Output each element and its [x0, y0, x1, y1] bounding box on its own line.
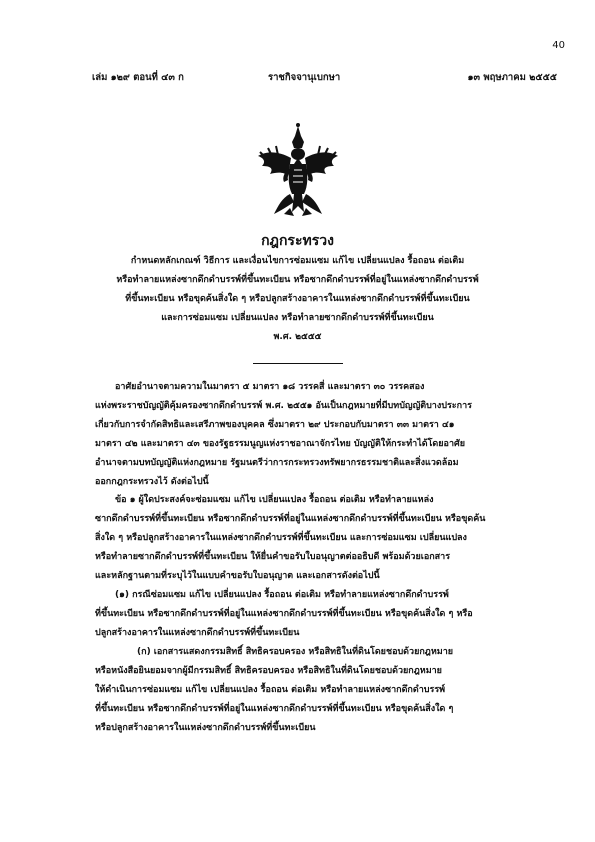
paragraph-line: (ก) เอกสารแสดงกรรมสิทธิ์ สิทธิครอบครอง หรือสิทธิในที่ดินโดยชอบด้วยกฎหมาย: [137, 647, 454, 657]
paragraph-line: ที่ขึ้นทะเบียน หรือซากดึกดำบรรพ์ที่อยู่ในแหล่งซากดึกดำบรรพ์ที่ขึ้นทะเบียน หรือขุดค้นสิ่งใด ๆ หรือ: [95, 609, 473, 619]
page-number: 40: [552, 40, 565, 51]
paragraph-line: ออกกฎกระทรวงไว้ ดังต่อไปนี้: [95, 477, 209, 487]
paragraph-line: และหลักฐานตามที่ระบุไว้ในแบบคำขอรับใบอนุญาต และเอกสารดังต่อไปนี้: [95, 571, 380, 581]
paragraph-line: แห่งพระราชบัญญัติคุ้มครองซากดึกดำบรรพ์ พ.ศ. ๒๕๕๑ อันเป็นกฎหมายที่มีบทบัญญัติบางประการ: [95, 401, 472, 411]
publication-date: ๑๓ พฤษภาคม ๒๕๕๕: [467, 72, 557, 83]
clause-1-paragraph: [95, 491, 560, 586]
paragraph-line: อำนาจตามบทบัญญัติแห่งกฎหมาย รัฐมนตรีว่าการกระทรวงทรัพยากรธรรมชาติและสิ่งแวดล้อม: [95, 458, 459, 468]
paragraph-line: หรือหนังสือยินยอมจากผู้มีกรรมสิทธิ์ สิทธิครอบครอง หรือสิทธิในที่ดินโดยชอบด้วยกฎหมาย: [95, 666, 442, 676]
paragraph-line: มาตรา ๔๒ และมาตรา ๔๓ ของรัฐธรรมนูญแห่งราชอาณาจักรไทย บัญญัติให้กระทำได้โดยอาศัย: [95, 439, 465, 449]
subtitle-line: ที่ขึ้นทะเบียน หรือขุดค้นสิ่งใด ๆ หรือปลูกสร้างอาคารในแหล่งซากดึกดำบรรพ์ที่ขึ้นทะเบียน: [125, 294, 470, 304]
paragraph-line: หรือปลูกสร้างอาคารในแหล่งซากดึกดำบรรพ์ที่ขึ้นทะเบียน: [95, 723, 316, 733]
subtitle-line: กำหนดหลักเกณฑ์ วิธีการ และเงื่อนไขการซ่อมแซม แก้ไข เปลี่ยนแปลง รื้อถอน ต่อเติม: [130, 256, 465, 266]
paragraph-line: (๑) กรณีซ่อมแซม แก้ไข เปลี่ยนแปลง รื้อถอน ต่อเติม หรือทำลายแหล่งซากดึกดำบรรพ์: [115, 590, 449, 600]
paragraph-line: ซากดึกดำบรรพ์ที่ขึ้นทะเบียน หรือซากดึกดำบรรพ์ที่อยู่ในแหล่งซากดึกดำบรรพ์ที่ขึ้นทะเบียน หรือขุดค้น: [95, 514, 486, 524]
paragraph-line: เกี่ยวกับการจำกัดสิทธิและเสรีภาพของบุคคล ซึ่งมาตรา ๒๙ ประกอบกับมาตรา ๓๓ มาตรา ๔๑: [95, 420, 455, 430]
document-title: กฎกระทรวง: [261, 233, 334, 249]
subtitle-line: หรือทำลายแหล่งซากดึกดำบรรพ์ที่ขึ้นทะเบียน หรือซากดึกดำบรรพ์ที่อยู่ในแหล่งซากดึกดำบรรพ์: [116, 275, 479, 285]
subtitle-year: พ.ศ. ๒๕๕๕: [273, 332, 322, 342]
subtitle-line: และการซ่อมแซม เปลี่ยนแปลง หรือทำลายซากดึกดำบรรพ์ที่ขึ้นทะเบียน: [161, 313, 434, 323]
item-1-paragraph: [95, 586, 560, 643]
paragraph-line: สิ่งใด ๆ หรือปลูกสร้างอาคารในแหล่งซากดึกดำบรรพ์ที่ขึ้นทะเบียน และการซ่อมแซม เปลี่ยนแปลง: [95, 533, 467, 543]
gazette-name: ราชกิจจานุเบกษา: [268, 72, 341, 83]
paragraph-line: ข้อ ๑ ผู้ใดประสงค์จะซ่อมแซม แก้ไข เปลี่ยนแปลง รื้อถอน ต่อเติม หรือทำลายแหล่ง: [115, 495, 434, 505]
item-a-paragraph: [95, 643, 560, 738]
paragraph-line: ให้ดำเนินการซ่อมแซม แก้ไข เปลี่ยนแปลง รื้อถอน ต่อเติม หรือทำลายแหล่งซากดึกดำบรรพ์: [95, 685, 446, 695]
preamble-paragraph: [95, 378, 560, 492]
title-divider: [253, 363, 343, 364]
paragraph-line: ที่ขึ้นทะเบียน หรือซากดึกดำบรรพ์ที่อยู่ในแหล่งซากดึกดำบรรพ์ที่ขึ้นทะเบียน หรือขุดค้นสิ่งใด ๆ: [95, 704, 454, 714]
garuda-emblem-icon: [254, 122, 342, 218]
gazette-header: [92, 70, 557, 84]
regulation-subtitle: [80, 252, 515, 347]
paragraph-line: อาศัยอำนาจตามความในมาตรา ๕ มาตรา ๑๘ วรรคสี่ และมาตรา ๓๐ วรรคสอง: [115, 382, 425, 392]
paragraph-line: ปลูกสร้างอาคารในแหล่งซากดึกดำบรรพ์ที่ขึ้นทะเบียน: [95, 628, 300, 638]
volume-issue: เล่ม ๑๒๙ ตอนที่ ๔๓ ก: [92, 72, 184, 83]
paragraph-line: หรือทำลายซากดึกดำบรรพ์ที่ขึ้นทะเบียน ให้ยื่นคำขอรับใบอนุญาตต่ออธิบดี พร้อมด้วยเอกสาร: [95, 552, 451, 562]
